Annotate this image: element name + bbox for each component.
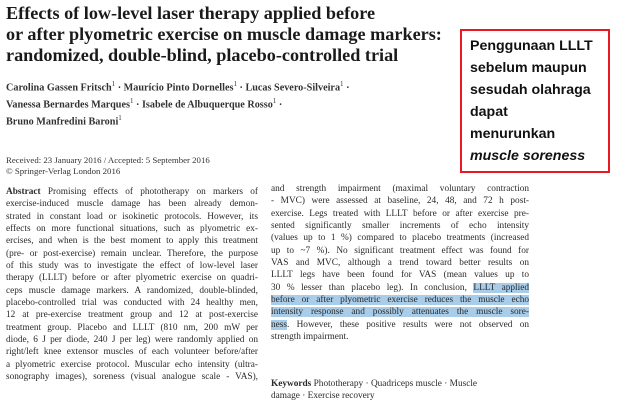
title-line: or after plyometric exercise on muscle damage markers: [6, 24, 442, 44]
text-line: ceps muscle damage markers. A randomized, double-blinded, [6, 285, 258, 296]
received-accepted: Received: 23 January 2016 / Accepted: 5 September 2016 [6, 155, 210, 165]
author[interactable]: Maurício Pinto Dornelles [123, 82, 234, 94]
text-line: VAS and MVC, although a trend toward better results on [271, 258, 529, 269]
text-line: treatment group. Placebo and LLLT (810 nm, 200 mW per [6, 322, 258, 333]
abstract-label: Abstract [6, 187, 41, 197]
text-line: sented significantly smaller increments of echo intensity [271, 221, 529, 232]
text-line: (values up to 1 %) compared to placebo treatments (increased [271, 233, 529, 244]
callout-line-italic: muscle soreness [470, 148, 586, 164]
abstract-right-column [271, 183, 529, 343]
callout-line: menurunkan [470, 126, 556, 142]
author-list: Carolina Gassen Fritsch$^1$ · Maurício Pinto Dornelles$^1$ · Lucas Severo-Silveira$^1$ · Vanessa Bernardes Marques$^1$ · Isabele de Albuquerque Rosso$^1$ · Bruno Manfredini Baroni$^1$ [6, 80, 350, 128]
highlighted-text: LLLT applied [473, 282, 530, 293]
copyright-notice: © Springer-Verlag London 2016 [6, 166, 121, 176]
text-line: of this study was to investigate the effect of low-level laser [6, 261, 258, 272]
text-line: placebo-controlled trial was conducted with 24 healthy men, [6, 298, 258, 309]
text-line [271, 306, 529, 318]
text-line: LLLT legs have been found for VAS (mean values up to [271, 270, 529, 281]
title-line: randomized, double-blind, placebo-controlled trial [6, 45, 399, 65]
text-line: - MVC) were assessed at baseline, 24, 48, and 72 h post- [271, 196, 529, 207]
text-line: a plyometric exercise protocol. Muscular echo intensity (ultra- [6, 359, 258, 370]
text-line: exercise-induced muscle damage has been already demon- [6, 199, 258, 210]
affiliation-mark: 1 [340, 80, 344, 88]
text-line: ercises, and when is the best moment to apply this treatment [6, 236, 258, 247]
text-line: (pre- or post-exercise) remain unclear. Therefore, the purpose [6, 248, 258, 259]
keywords: Keywords Phototherapy · Quadriceps muscle · Muscle damage · Exercise recovery [271, 378, 529, 403]
highlighted-text: intensity response and possibly attenuates the muscle sore- [271, 307, 529, 318]
text-line: strength impairment. [271, 332, 349, 343]
affiliation-mark: 1 [233, 80, 237, 88]
text-line: up to ~7 %). No significant treatment effect was found for [271, 245, 529, 256]
text-line: right/left knee extensor muscles of each volunteer before/after [6, 347, 258, 358]
affiliation-mark: 1 [111, 80, 116, 88]
text-line: strated in constant load or isokinetic protocols. However, its [6, 211, 258, 222]
text-line: effects on more functional situations, such as plyometric ex- [6, 224, 258, 235]
publication-dates [6, 155, 306, 177]
paper-title [6, 3, 451, 66]
text-line: therapy (LLLT) before or after plyometric exercise on quadri- [6, 273, 258, 284]
callout-line: sebelum maupun [470, 60, 587, 76]
text-line: and strength impairment (maximal voluntary contraction [271, 184, 529, 194]
text-line [271, 294, 529, 306]
text-line: sonography images), soreness (visual analogue scale - VAS), [6, 372, 258, 383]
highlighted-text: before or after plyometric exercise reduces the muscle echo [271, 295, 529, 306]
abstract-left-column [6, 186, 258, 384]
affiliation-mark: 1 [129, 96, 134, 105]
keywords-line: damage · Exercise recovery [271, 391, 375, 402]
callout-line: dapat [470, 104, 508, 120]
author[interactable]: Lucas Severo-Silveira [245, 82, 341, 94]
callout-line: Penggunaan LLLT [470, 38, 593, 54]
summary-callout-box [460, 29, 610, 173]
keywords-label: Keywords [271, 379, 312, 389]
author[interactable]: Bruno Manfredini Baroni [6, 116, 119, 128]
text-line: diode, 6 J per diode, 240 J per leg) were randomly applied on [6, 335, 258, 346]
title-line: Effects of low-level laser therapy applied before [6, 3, 376, 23]
text-line: 12 at pre-exercise treatment group and 12 at post-exercise [6, 310, 258, 321]
text-line: exercise. Legs treated with LLLT before or after exercise pre- [271, 208, 529, 219]
author[interactable]: Vanessa Bernardes Marques [6, 99, 130, 111]
text-line: ness. However, these positive results were not observed on [271, 319, 529, 330]
author[interactable]: Carolina Gassen Fritsch [6, 82, 112, 94]
callout-line: sesudah olahraga [470, 82, 591, 98]
author[interactable]: Isabele de Albuquerque Rosso [141, 99, 273, 111]
text-line: Abstract Promising effects of phototherapy on markers of [6, 187, 258, 197]
text-line: 30 % lesser than placebo leg). In conclusion, LLLT applied [271, 282, 530, 293]
affiliation-mark: 1 [272, 96, 277, 105]
affiliation-mark: 1 [118, 113, 122, 122]
highlighted-text: ness [271, 319, 288, 330]
